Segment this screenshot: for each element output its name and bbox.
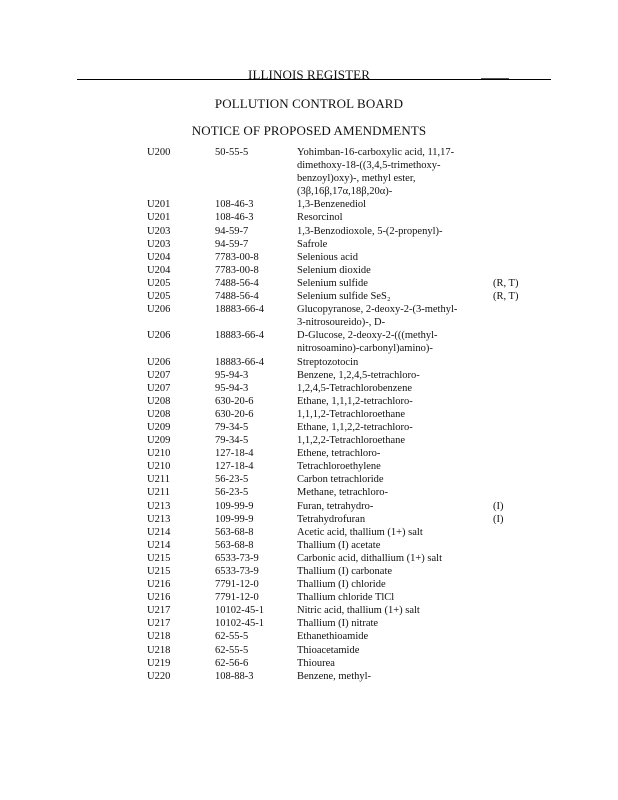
substance-name-line: Thallium (I) acetate [297, 539, 381, 551]
table-row [143, 369, 543, 382]
substance-name-line: dimethoxy-18-((3,4,5-trimethoxy- [297, 160, 441, 172]
table-row [143, 277, 543, 290]
cas-number: 109-99-9 [215, 513, 254, 525]
table-row [143, 460, 543, 473]
waste-code: U209 [147, 421, 171, 433]
substance-name-line: Ethane, 1,1,1,2-tetrachloro- [297, 395, 413, 407]
cas-number: 6533-73-9 [215, 552, 259, 564]
substance-name-line: Yohimban-16-carboxylic acid, 11,17- [297, 147, 455, 158]
cas-number: 18883-66-4 [215, 356, 264, 368]
hazard-code: (I) [493, 500, 504, 512]
waste-code: U214 [147, 526, 171, 538]
waste-code: U218 [147, 631, 171, 643]
substance-name-line: 1,1,2,2-Tetrachloroethane [297, 435, 406, 447]
substance-name [297, 526, 487, 539]
cas-number: 7488-56-4 [215, 277, 259, 289]
table-row [143, 382, 543, 395]
substance-name [297, 539, 487, 552]
table-row [143, 591, 543, 604]
waste-code: U204 [147, 264, 171, 276]
cas-number: 7783-00-8 [215, 264, 259, 276]
waste-code: U207 [147, 369, 171, 381]
substance-name-line: 1,1,1,2-Tetrachloroethane [297, 408, 406, 420]
substance-name-line: Streptozotocin [297, 356, 359, 368]
cas-number: 50-55-5 [215, 147, 249, 158]
substance-name [297, 447, 487, 460]
table-row [143, 290, 543, 303]
waste-code: U206 [147, 330, 171, 342]
cas-number: 563-68-8 [215, 539, 254, 551]
waste-code: U213 [147, 513, 171, 525]
waste-code: U217 [147, 605, 171, 617]
cas-number: 7783-00-8 [215, 251, 259, 263]
table-row [143, 617, 543, 630]
substance-name [297, 395, 487, 408]
waste-code: U208 [147, 408, 171, 420]
waste-code: U201 [147, 212, 171, 224]
cas-number: 108-46-3 [215, 212, 254, 224]
substance-name [297, 421, 487, 434]
table-row [143, 486, 543, 499]
substance-name [297, 552, 487, 565]
substance-name-line: Carbonic acid, dithallium (1+) salt [297, 552, 443, 564]
substance-name-line: Resorcinol [297, 212, 343, 224]
cas-number: 108-88-3 [215, 670, 254, 682]
cas-number: 79-34-5 [215, 421, 249, 433]
substance-name-line: Safrole [297, 238, 328, 250]
waste-code: U207 [147, 382, 171, 394]
waste-code: U219 [147, 657, 171, 669]
substance-name [297, 434, 487, 447]
cas-number: 630-20-6 [215, 408, 254, 420]
cas-number: 95-94-3 [215, 369, 249, 381]
notice-title: NOTICE OF PROPOSED AMENDMENTS [191, 123, 427, 138]
substance-name-line: 1,3-Benzodioxole, 5-(2-propenyl)- [297, 225, 443, 237]
cas-number: 127-18-4 [215, 461, 254, 473]
cas-number: 7791-12-0 [215, 579, 259, 591]
substance-name [297, 382, 487, 395]
substance-name [297, 565, 487, 578]
waste-code: U208 [147, 395, 171, 407]
waste-code: U200 [147, 147, 171, 158]
substance-name-line: 1,3-Benzenediol [297, 199, 367, 211]
table-row [143, 539, 543, 552]
substance-name [297, 238, 487, 251]
table-row [143, 513, 543, 526]
table-row [143, 552, 543, 565]
cas-number: 94-59-7 [215, 238, 249, 250]
waste-code: U216 [147, 592, 171, 604]
cas-number: 108-46-3 [215, 199, 254, 211]
cas-number: 79-34-5 [215, 435, 249, 447]
substance-name-line: Thallium (I) nitrate [297, 618, 379, 630]
substance-name-line: Selenium dioxide [297, 264, 371, 276]
cas-number: 10102-45-1 [215, 605, 264, 617]
substance-name-line: Acetic acid, thallium (1+) salt [297, 526, 423, 538]
cas-number: 62-55-5 [215, 631, 249, 643]
waste-code: U211 [147, 474, 170, 486]
waste-code: U217 [147, 618, 171, 630]
waste-code: U213 [147, 500, 171, 512]
substance-name [297, 604, 487, 617]
waste-code: U206 [147, 356, 171, 368]
waste-code: U209 [147, 435, 171, 447]
substance-name [297, 251, 487, 264]
substance-name [297, 617, 487, 630]
substance-name [297, 670, 487, 683]
table-row [143, 329, 543, 355]
table-row [143, 225, 543, 238]
substance-name-line: 1,2,4,5-Tetrachlorobenzene [297, 382, 413, 394]
substance-name-line: Selenium sulfide [297, 277, 368, 289]
waste-code: U210 [147, 448, 171, 460]
substance-name-line: Furan, tetrahydro- [297, 500, 374, 512]
substance-name-line: Thallium (I) carbonate [297, 566, 393, 577]
substance-name-line: Tetrahydrofuran [297, 513, 366, 525]
substance-name [297, 578, 487, 591]
substance-name-line: Glucopyranose, 2-deoxy-2-(3-methyl- [297, 304, 458, 316]
substance-name-line: Methane, tetrachloro- [297, 487, 388, 499]
substance-name [297, 264, 487, 277]
table-row [143, 630, 543, 643]
table-row [143, 211, 543, 224]
hazardous-waste-table [143, 146, 543, 683]
substance-name-line: 3-nitrosoureido)-, D- [297, 317, 386, 329]
substance-name [297, 146, 487, 198]
table-row [143, 264, 543, 277]
substance-name [297, 473, 487, 486]
waste-code: U201 [147, 199, 171, 211]
waste-code: U211 [147, 487, 170, 499]
table-row [143, 670, 543, 683]
table-row [143, 644, 543, 657]
register-title: ILLINOIS REGISTER [248, 67, 370, 82]
substance-name [297, 657, 487, 670]
substance-name-line: Thallium (I) chloride [297, 579, 386, 591]
substance-name [297, 630, 487, 643]
waste-code: U210 [147, 461, 171, 473]
cas-number: 7488-56-4 [215, 291, 259, 303]
substance-name [297, 290, 487, 303]
substance-name [297, 225, 487, 238]
substance-name [297, 198, 487, 211]
cas-number: 56-23-5 [215, 474, 249, 486]
waste-code: U215 [147, 552, 171, 564]
cas-number: 18883-66-4 [215, 330, 264, 342]
cas-number: 95-94-3 [215, 382, 249, 394]
table-row [143, 434, 543, 447]
cas-number: 7791-12-0 [215, 592, 259, 604]
substance-name-line: Tetrachloroethylene [297, 461, 381, 473]
substance-name-line: Nitric acid, thallium (1+) salt [297, 605, 420, 617]
substance-name-line: benzoyl)oxy)-, methyl ester, [297, 173, 416, 185]
table-row [143, 421, 543, 434]
substance-name-line: Ethanethioamide [297, 631, 369, 643]
substance-name [297, 277, 487, 290]
hazard-code: (I) [493, 513, 504, 525]
board-title: POLLUTION CONTROL BOARD [214, 96, 404, 111]
waste-code: U216 [147, 579, 171, 591]
substance-name-line: Benzene, 1,2,4,5-tetrachloro- [297, 369, 420, 381]
cas-number: 127-18-4 [215, 448, 254, 460]
waste-code: U205 [147, 291, 171, 303]
table-row [143, 565, 543, 578]
substance-name [297, 591, 487, 604]
substance-name-line: D-Glucose, 2-deoxy-2-(((methyl- [297, 330, 438, 342]
table-row [143, 657, 543, 670]
substance-name [297, 500, 487, 513]
cas-number: 18883-66-4 [215, 304, 264, 316]
waste-code: U215 [147, 566, 171, 577]
table-row [143, 526, 543, 539]
substance-name-line: Ethene, tetrachloro- [297, 448, 381, 460]
substance-name [297, 644, 487, 657]
substance-name-line: Selenious acid [297, 251, 358, 263]
cas-number: 630-20-6 [215, 395, 254, 407]
substance-name [297, 356, 487, 369]
waste-code: U205 [147, 277, 171, 289]
waste-code: U218 [147, 644, 171, 656]
cas-number: 10102-45-1 [215, 618, 264, 630]
substance-name-line: Thioacetamide [297, 644, 360, 656]
waste-code: U220 [147, 670, 171, 682]
table-row [143, 146, 543, 198]
substance-name [297, 369, 487, 382]
substance-name [297, 460, 487, 473]
table-row [143, 447, 543, 460]
substance-name-line: Ethane, 1,1,2,2-tetrachloro- [297, 421, 413, 433]
waste-code: U206 [147, 304, 171, 316]
table-row [143, 198, 543, 211]
substance-name-line: Thallium chloride TlCl [297, 592, 395, 604]
substance-name [297, 329, 487, 355]
cas-number: 62-55-5 [215, 644, 249, 656]
cas-number: 56-23-5 [215, 487, 249, 499]
waste-code: U203 [147, 225, 171, 237]
waste-code: U203 [147, 238, 171, 250]
table-row [143, 251, 543, 264]
hazard-code: (R, T) [493, 291, 519, 303]
hazard-code: (R, T) [493, 277, 519, 289]
table-row [143, 408, 543, 421]
waste-code: U214 [147, 539, 171, 551]
substance-name-line: Thiourea [297, 657, 335, 669]
cas-number: 94-59-7 [215, 225, 249, 237]
table-row [143, 604, 543, 617]
substance-name-line: (3β,16β,17α,18β,20α)- [297, 186, 393, 198]
cas-number: 62-56-6 [215, 657, 249, 669]
cas-number: 6533-73-9 [215, 566, 259, 577]
table-row [143, 303, 543, 329]
cas-number: 109-99-9 [215, 500, 254, 512]
substance-name [297, 211, 487, 224]
table-row [143, 395, 543, 408]
table-row [143, 238, 543, 251]
table-row [143, 500, 543, 513]
substance-name-line: Selenium sulfide SeS₂ [297, 291, 391, 303]
substance-name-line: nitrosoamino)-carbonyl)amino)- [297, 343, 433, 355]
substance-name-line: Carbon tetrachloride [297, 474, 384, 486]
table-row [143, 578, 543, 591]
table-row [143, 473, 543, 486]
substance-name-line: Benzene, methyl- [297, 670, 372, 682]
cas-number: 563-68-8 [215, 526, 254, 538]
substance-name [297, 408, 487, 421]
substance-name [297, 303, 487, 329]
waste-code: U204 [147, 251, 171, 263]
substance-name [297, 513, 487, 526]
substance-name [297, 486, 487, 499]
table-row [143, 356, 543, 369]
